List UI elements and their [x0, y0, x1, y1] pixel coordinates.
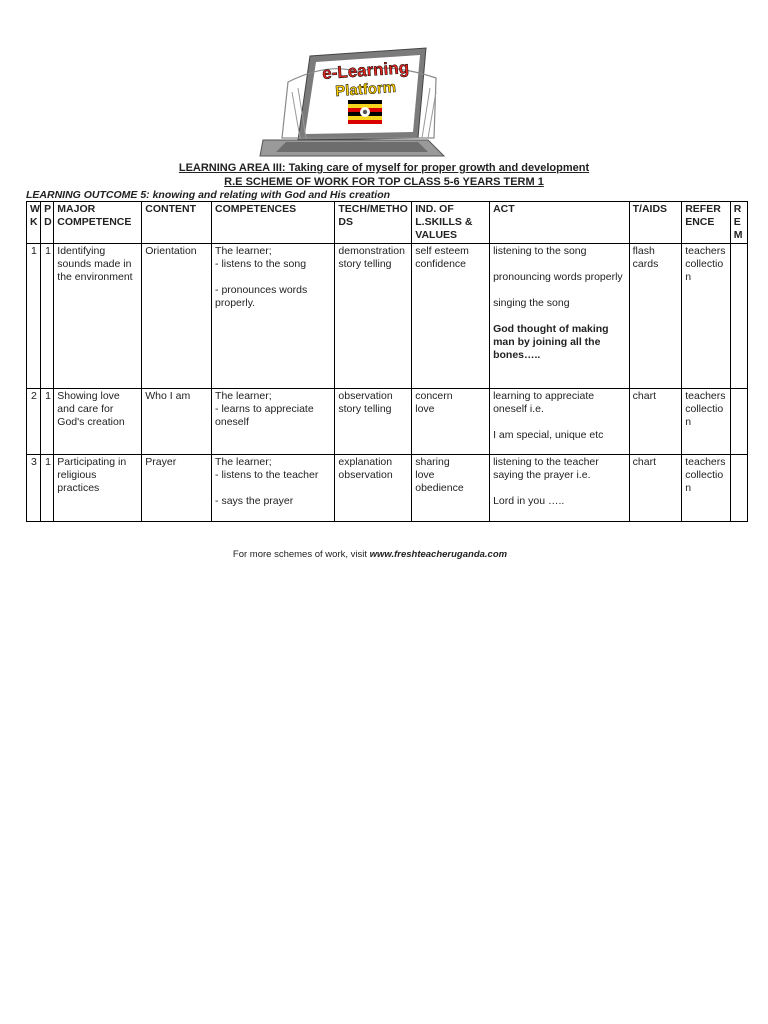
cell-line: Lord in you …..	[493, 495, 565, 507]
scheme-title: R.E SCHEME OF WORK FOR TOP CLASS 5-6 YEARS TERM 1	[224, 176, 544, 188]
skills-values-cell	[412, 244, 490, 389]
cell-line: Participating in religious practices	[57, 456, 127, 494]
skills-values-cell	[412, 389, 490, 455]
cell-line: singing the song	[493, 297, 570, 309]
period-cell: 1	[41, 455, 54, 522]
methods-cell	[335, 455, 412, 522]
cell-line: God thought of making man by joining all the bones…..	[493, 323, 609, 361]
methods-cell	[335, 244, 412, 389]
cell-line: - learns to appreciate oneself	[215, 403, 314, 428]
footer-website-link[interactable]: www.freshteacheruganda.com	[369, 549, 508, 560]
skills-values-cell	[412, 455, 490, 522]
remarks-cell	[730, 455, 747, 522]
column-header: WK	[27, 202, 41, 244]
column-header: MAJOR COMPETENCE	[54, 202, 142, 244]
content-cell	[142, 455, 212, 522]
reference-cell: teachers collection	[682, 389, 731, 455]
cell-line: observation	[338, 469, 393, 481]
cell-line: listening to the song	[493, 245, 587, 257]
column-header: REFERENCE	[682, 202, 731, 244]
week-cell: 2	[27, 389, 41, 455]
activity-cell	[490, 244, 630, 389]
cell-line: pronouncing words properly	[493, 271, 623, 283]
reference-cell: teachers collection	[682, 455, 731, 522]
scheme-of-work-table	[26, 201, 748, 522]
cell-line: observation	[338, 390, 393, 402]
cell-line: - says the prayer	[215, 495, 294, 507]
column-header: ACT	[490, 202, 630, 244]
competences-cell	[212, 455, 335, 522]
footer-prefix: For more schemes of work, visit	[232, 549, 370, 560]
reference-cell: teachers collection	[682, 244, 731, 389]
column-header: T/AIDS	[629, 202, 682, 244]
major-competence-cell	[54, 455, 142, 522]
cell-line: The learner;	[215, 390, 272, 402]
cell-line: sharing	[415, 456, 450, 468]
cell-line: - listens to the song	[215, 258, 307, 270]
remarks-cell	[730, 244, 747, 389]
table-row	[27, 389, 748, 455]
cell-line: story telling	[338, 258, 392, 270]
cell-line: explanation	[338, 456, 393, 468]
cell-line: Prayer	[145, 456, 177, 468]
learning-outcome: LEARNING OUTCOME 5: knowing and relating with God and His creation	[26, 189, 391, 201]
activity-cell	[490, 455, 630, 522]
content-cell	[142, 244, 212, 389]
column-header: TECH/METHODS	[335, 202, 412, 244]
week-cell: 1	[27, 244, 41, 389]
table-row	[27, 455, 748, 522]
table-row	[27, 244, 748, 389]
remarks-cell	[730, 389, 747, 455]
cell-line: obedience	[415, 482, 464, 494]
cell-line: learning to appreciate oneself i.e.	[493, 390, 595, 415]
cell-line: demonstration	[338, 245, 405, 257]
column-header: CONTENT	[142, 202, 212, 244]
table-header-row	[27, 202, 748, 244]
uganda-flag-icon	[348, 100, 382, 124]
cell-line: - listens to the teacher	[215, 469, 319, 481]
cell-line: Who I am	[145, 390, 191, 402]
cell-line: confidence	[415, 258, 467, 270]
activity-cell	[490, 389, 630, 455]
cell-line: listening to the teacher saying the prayer i.e.	[493, 456, 599, 481]
cell-line: self esteem	[415, 245, 469, 257]
cell-line: concern	[415, 390, 453, 402]
period-cell: 1	[41, 389, 54, 455]
cell-line: - pronounces words properly.	[215, 284, 308, 309]
teaching-aids-cell: chart	[629, 389, 682, 455]
cell-line: I am special, unique etc	[493, 429, 604, 441]
column-header: COMPETENCES	[212, 202, 335, 244]
cell-line: Showing love and care for God's creation	[57, 390, 125, 428]
logo-text-line2: Platform	[334, 78, 397, 101]
cell-line: Identifying sounds made in the environment	[57, 245, 133, 283]
cell-line: The learner;	[215, 456, 272, 468]
period-cell: 1	[41, 244, 54, 389]
teaching-aids-cell: chart	[629, 455, 682, 522]
column-header: PD	[41, 202, 54, 244]
table-body	[27, 244, 748, 522]
content-cell	[142, 389, 212, 455]
cell-line: Orientation	[145, 245, 197, 257]
column-header: REM	[730, 202, 747, 244]
competences-cell	[212, 389, 335, 455]
footer-note	[0, 549, 740, 560]
logo-text-line1: e-Learning	[321, 58, 410, 84]
competences-cell	[212, 244, 335, 389]
week-cell: 3	[27, 455, 41, 522]
major-competence-cell	[54, 244, 142, 389]
cell-line: love	[415, 403, 435, 415]
cell-line: story telling	[338, 403, 392, 415]
major-competence-cell	[54, 389, 142, 455]
laptop-keyboard	[276, 142, 428, 152]
cell-line: The learner;	[215, 245, 272, 257]
cell-line: love	[415, 469, 435, 481]
column-header: IND. OF L.SKILLS & VALUES	[412, 202, 490, 244]
teaching-aids-cell: flash cards	[629, 244, 682, 389]
learning-area-title: LEARNING AREA III: Taking care of myself for proper growth and development	[178, 162, 590, 174]
methods-cell	[335, 389, 412, 455]
e-learning-platform-logo	[258, 42, 448, 166]
